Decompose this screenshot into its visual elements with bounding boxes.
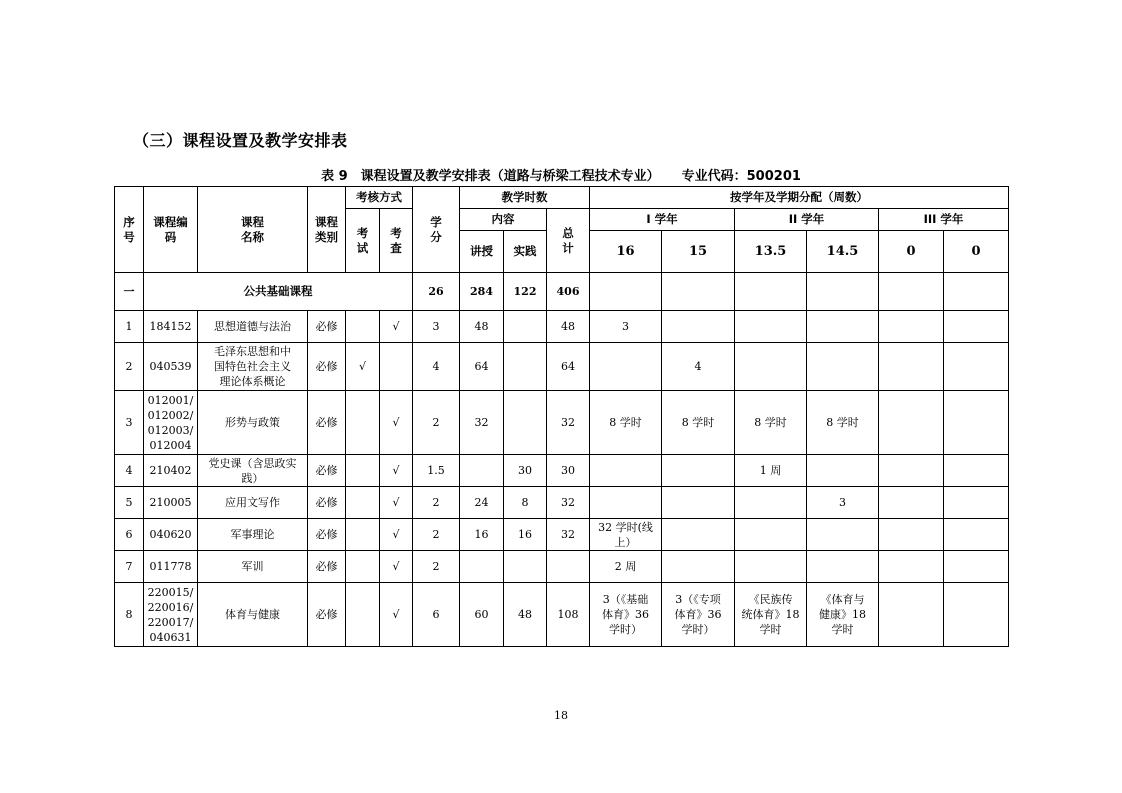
header-semester-distribution: 按学年及学期分配（周数） <box>590 187 1009 209</box>
course-seq: 6 <box>115 519 144 551</box>
semester-cell-5 <box>879 583 944 647</box>
group-sem-cell <box>807 273 879 311</box>
course-name: 毛泽东思想和中 国特色社会主义 理论体系概论 <box>198 343 308 391</box>
course-exam <box>346 455 380 487</box>
course-credits: 1.5 <box>413 455 460 487</box>
course-code: 040620 <box>144 519 198 551</box>
course-check: √ <box>380 391 413 455</box>
semester-cell-2: 3（《专项 体育》36 学时） <box>662 583 735 647</box>
group-row <box>115 273 1009 311</box>
header-teaching-hours: 教学时数 <box>460 187 590 209</box>
course-exam <box>346 311 380 343</box>
course-lecture: 48 <box>460 311 504 343</box>
course-code: 210005 <box>144 487 198 519</box>
course-seq: 1 <box>115 311 144 343</box>
course-practice: 30 <box>504 455 547 487</box>
course-code: 220015/ 220016/ 220017/ 040631 <box>144 583 198 647</box>
semester-cell-5 <box>879 487 944 519</box>
semester-cell-5 <box>879 455 944 487</box>
course-credits: 2 <box>413 519 460 551</box>
semester-cell-4 <box>807 343 879 391</box>
header-check: 考 查 <box>380 209 413 273</box>
semester-cell-3 <box>735 311 807 343</box>
semester-cell-6 <box>944 455 1009 487</box>
course-credits: 2 <box>413 551 460 583</box>
semester-cell-6 <box>944 391 1009 455</box>
course-type: 必修 <box>308 519 346 551</box>
course-practice: 8 <box>504 487 547 519</box>
semester-cell-2: 8 学时 <box>662 391 735 455</box>
course-seq: 3 <box>115 391 144 455</box>
header-assessment: 考核方式 <box>346 187 413 209</box>
course-credits: 3 <box>413 311 460 343</box>
course-practice: 48 <box>504 583 547 647</box>
course-name: 体育与健康 <box>198 583 308 647</box>
course-name: 应用文写作 <box>198 487 308 519</box>
group-sem-cell <box>735 273 807 311</box>
semester-cell-3 <box>735 487 807 519</box>
semester-cell-6 <box>944 487 1009 519</box>
semester-cell-5 <box>879 519 944 551</box>
course-name: 思想道德与法治 <box>198 311 308 343</box>
table-title: 表 9 课程设置及教学安排表（道路与桥梁工程技术专业） <box>321 169 660 184</box>
course-type: 必修 <box>308 311 346 343</box>
header-content: 内容 <box>460 209 547 231</box>
course-lecture: 24 <box>460 487 504 519</box>
semester-cell-3: 《民族传 统体育》18 学时 <box>735 583 807 647</box>
course-seq: 4 <box>115 455 144 487</box>
course-practice <box>504 311 547 343</box>
course-type: 必修 <box>308 487 346 519</box>
course-type: 必修 <box>308 391 346 455</box>
course-type: 必修 <box>308 551 346 583</box>
course-code: 184152 <box>144 311 198 343</box>
course-check: √ <box>380 311 413 343</box>
semester-cell-2: 4 <box>662 343 735 391</box>
section-title: （三）课程设置及教学安排表 <box>133 131 348 150</box>
group-lecture: 284 <box>460 273 504 311</box>
course-practice <box>504 391 547 455</box>
course-type: 必修 <box>308 343 346 391</box>
semester-weeks-3: 13.5 <box>735 231 807 273</box>
group-sem-cell <box>879 273 944 311</box>
course-schedule-table <box>114 186 1009 647</box>
semester-cell-6 <box>944 551 1009 583</box>
semester-cell-2 <box>662 487 735 519</box>
semester-weeks-5: 0 <box>879 231 944 273</box>
group-sem-cell <box>662 273 735 311</box>
semester-cell-5 <box>879 343 944 391</box>
semester-cell-6 <box>944 519 1009 551</box>
header-year-2: II 学年 <box>735 209 879 231</box>
header-course-type: 课程 类别 <box>308 187 346 273</box>
course-name: 形势与政策 <box>198 391 308 455</box>
course-lecture: 16 <box>460 519 504 551</box>
course-total: 64 <box>547 343 590 391</box>
table-row <box>115 551 1009 583</box>
header-credits: 学 分 <box>413 187 460 273</box>
semester-cell-4 <box>807 551 879 583</box>
semester-cell-2 <box>662 551 735 583</box>
course-seq: 7 <box>115 551 144 583</box>
course-credits: 2 <box>413 391 460 455</box>
group-practice: 122 <box>504 273 547 311</box>
group-sem-cell <box>944 273 1009 311</box>
header-lecture: 讲授 <box>460 231 504 273</box>
course-credits: 4 <box>413 343 460 391</box>
header-seq: 序 号 <box>115 187 144 273</box>
course-total: 48 <box>547 311 590 343</box>
semester-cell-2 <box>662 455 735 487</box>
semester-cell-3: 1 周 <box>735 455 807 487</box>
course-lecture <box>460 551 504 583</box>
semester-cell-5 <box>879 391 944 455</box>
semester-cell-1: 3 <box>590 311 662 343</box>
course-check: √ <box>380 551 413 583</box>
table-row <box>115 519 1009 551</box>
course-code: 210402 <box>144 455 198 487</box>
header-total: 总 计 <box>547 209 590 273</box>
semester-cell-1: 3（《基础 体育》36 学时） <box>590 583 662 647</box>
semester-cell-5 <box>879 311 944 343</box>
course-code: 040539 <box>144 343 198 391</box>
semester-cell-3 <box>735 343 807 391</box>
page-number: 18 <box>554 709 568 722</box>
semester-cell-1 <box>590 487 662 519</box>
course-practice <box>504 551 547 583</box>
course-lecture: 60 <box>460 583 504 647</box>
course-exam <box>346 551 380 583</box>
course-exam <box>346 519 380 551</box>
course-exam: √ <box>346 343 380 391</box>
semester-cell-6 <box>944 343 1009 391</box>
semester-cell-5 <box>879 551 944 583</box>
header-row-1 <box>115 187 1009 209</box>
course-exam <box>346 487 380 519</box>
semester-cell-1: 8 学时 <box>590 391 662 455</box>
table-row <box>115 311 1009 343</box>
course-seq: 2 <box>115 343 144 391</box>
course-practice: 16 <box>504 519 547 551</box>
course-code: 012001/ 012002/ 012003/ 012004 <box>144 391 198 455</box>
semester-weeks-1: 16 <box>590 231 662 273</box>
semester-cell-6 <box>944 311 1009 343</box>
header-practice: 实践 <box>504 231 547 273</box>
course-check: √ <box>380 455 413 487</box>
course-total: 32 <box>547 487 590 519</box>
header-year-3: III 学年 <box>879 209 1009 231</box>
group-credits: 26 <box>413 273 460 311</box>
course-name: 军训 <box>198 551 308 583</box>
semester-cell-1: 32 学时(线 上） <box>590 519 662 551</box>
semester-cell-3 <box>735 519 807 551</box>
semester-cell-4: 8 学时 <box>807 391 879 455</box>
table-row <box>115 487 1009 519</box>
semester-cell-4 <box>807 311 879 343</box>
course-lecture: 64 <box>460 343 504 391</box>
course-check <box>380 343 413 391</box>
course-type: 必修 <box>308 583 346 647</box>
course-check: √ <box>380 583 413 647</box>
course-seq: 8 <box>115 583 144 647</box>
table-caption <box>114 165 1008 184</box>
course-credits: 6 <box>413 583 460 647</box>
semester-weeks-4: 14.5 <box>807 231 879 273</box>
course-type: 必修 <box>308 455 346 487</box>
semester-cell-4 <box>807 455 879 487</box>
group-name: 公共基础课程 <box>144 273 413 311</box>
header-exam: 考 试 <box>346 209 380 273</box>
semester-cell-6 <box>944 583 1009 647</box>
semester-cell-1 <box>590 343 662 391</box>
semester-cell-1: 2 周 <box>590 551 662 583</box>
course-code: 011778 <box>144 551 198 583</box>
header-course-name: 课程 名称 <box>198 187 308 273</box>
group-seq: 一 <box>115 273 144 311</box>
table-row <box>115 455 1009 487</box>
course-credits: 2 <box>413 487 460 519</box>
course-lecture: 32 <box>460 391 504 455</box>
course-total <box>547 551 590 583</box>
semester-cell-3 <box>735 551 807 583</box>
semester-cell-3: 8 学时 <box>735 391 807 455</box>
table-row <box>115 391 1009 455</box>
semester-cell-4 <box>807 519 879 551</box>
course-total: 32 <box>547 391 590 455</box>
course-name: 军事理论 <box>198 519 308 551</box>
header-course-code: 课程编 码 <box>144 187 198 273</box>
course-check: √ <box>380 487 413 519</box>
course-name: 党史课（含思政实 践） <box>198 455 308 487</box>
course-practice <box>504 343 547 391</box>
course-lecture <box>460 455 504 487</box>
semester-cell-1 <box>590 455 662 487</box>
semester-cell-4: 3 <box>807 487 879 519</box>
major-code: 专业代码：500201 <box>681 169 801 184</box>
semester-cell-2 <box>662 311 735 343</box>
table-row <box>115 343 1009 391</box>
group-sem-cell <box>590 273 662 311</box>
course-seq: 5 <box>115 487 144 519</box>
semester-weeks-2: 15 <box>662 231 735 273</box>
course-total: 108 <box>547 583 590 647</box>
header-year-1: I 学年 <box>590 209 735 231</box>
table-row <box>115 583 1009 647</box>
semester-weeks-6: 0 <box>944 231 1009 273</box>
group-total: 406 <box>547 273 590 311</box>
course-exam <box>346 583 380 647</box>
course-total: 30 <box>547 455 590 487</box>
course-exam <box>346 391 380 455</box>
course-check: √ <box>380 519 413 551</box>
semester-cell-2 <box>662 519 735 551</box>
semester-cell-4: 《体育与 健康》18 学时 <box>807 583 879 647</box>
course-total: 32 <box>547 519 590 551</box>
